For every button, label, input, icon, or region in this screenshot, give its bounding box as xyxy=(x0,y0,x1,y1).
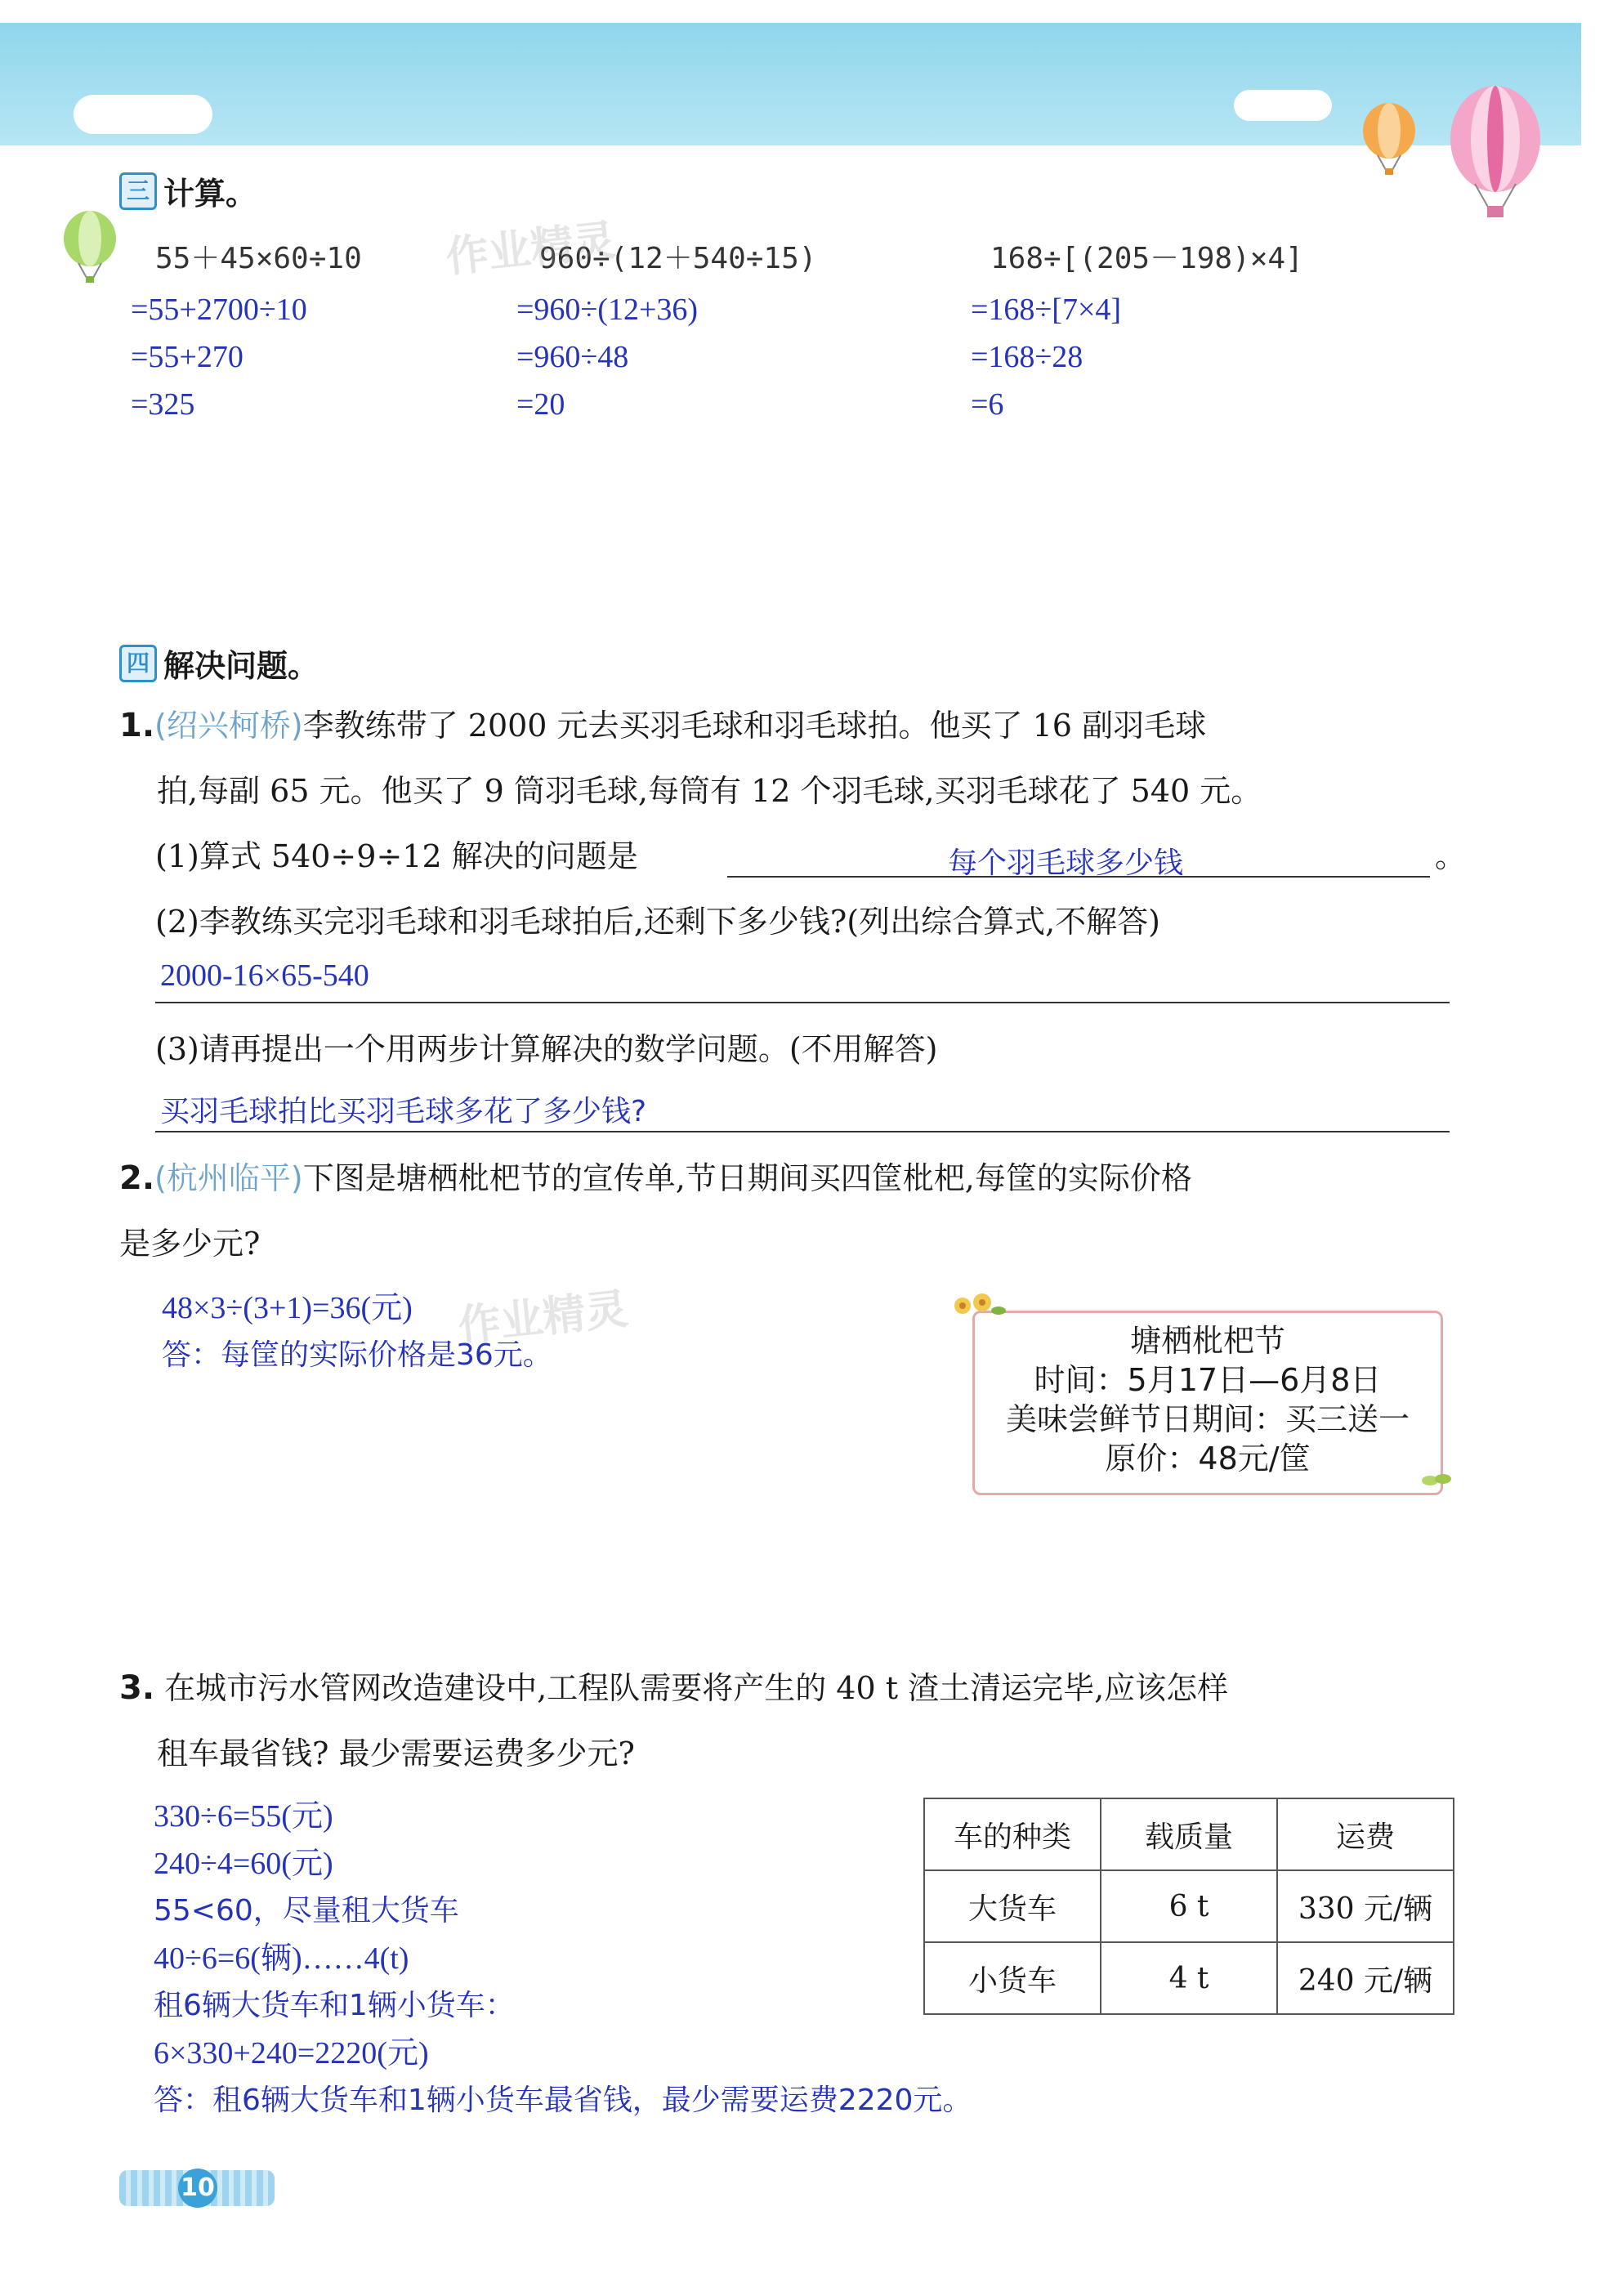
poster-offer: 美味尝鲜节日期间：买三送一 xyxy=(1005,1401,1410,1437)
page-number: 10 xyxy=(178,2169,217,2208)
calc-problem-3: 168÷[(205－198)×4] xyxy=(990,242,1303,275)
q2-answer xyxy=(162,1284,552,1379)
calc-step: =960÷(12+36) xyxy=(516,293,699,327)
calc-problem-1: 55＋45×60÷10 xyxy=(155,242,362,275)
q1-part3-label: (3)请再提出一个用两步计算解决的数学问题。(不用解答) xyxy=(155,1031,938,1067)
poster-title: 塘栖枇杷节 xyxy=(1129,1323,1285,1359)
q3-solution xyxy=(154,1793,972,2124)
watermark: 作业精灵 xyxy=(444,216,619,283)
question-text: 租车最省钱? 最少需要运费多少元? xyxy=(157,1735,635,1771)
calc-steps-3 xyxy=(971,286,1121,428)
section-title-calc xyxy=(119,168,257,213)
q1-part3-answer: 买羽毛球拍比买羽毛球多花了多少钱? xyxy=(160,1095,647,1128)
question-1 xyxy=(119,693,1459,824)
question-text: 拍,每副 65 元。他买了 9 筒羽毛球,每筒有 12 个羽毛球,买羽毛球花了 540 元。 xyxy=(157,773,1262,809)
calc-steps-2 xyxy=(516,286,698,428)
q3-step: 租6辆大货车和1辆小货车： xyxy=(154,1989,515,2022)
cloud-icon xyxy=(1234,90,1332,121)
calc-step: =168÷28 xyxy=(971,340,1083,374)
section-badge: 四 xyxy=(119,645,157,682)
calc-problem-2: 960÷(12＋540÷15) xyxy=(539,242,817,275)
balloon-icon xyxy=(1438,82,1553,229)
table-cell: 330 元/辆 xyxy=(1277,1870,1454,1942)
question-number: 3. xyxy=(119,1669,155,1707)
calc-step: =20 xyxy=(516,387,565,422)
flower-icon xyxy=(1420,1467,1453,1492)
section-title: 计算。 xyxy=(163,176,257,212)
promo-poster xyxy=(972,1311,1443,1495)
table-cell: 4 t xyxy=(1101,1942,1277,2014)
question-text: 是多少元? xyxy=(119,1226,261,1262)
table-cell: 6 t xyxy=(1101,1870,1277,1942)
q1-part2-answer: 2000-16×65-540 xyxy=(160,958,369,993)
calc-step: =55+270 xyxy=(131,340,244,374)
section-title-solve xyxy=(119,641,319,686)
question-source: (杭州临平) xyxy=(154,1160,303,1196)
q2-answer-statement: 答：每筐的实际价格是36元。 xyxy=(162,1338,552,1372)
header-banner xyxy=(0,23,1581,145)
section-title: 解决问题。 xyxy=(163,648,319,684)
cloud-icon xyxy=(74,95,212,134)
flower-icon xyxy=(951,1289,1008,1322)
q3-step: 55<60，尽量租大货车 xyxy=(154,1894,459,1927)
table-row xyxy=(924,1942,1454,2014)
q1-part1-label: (1)算式 540÷9÷12 解决的问题是 xyxy=(155,838,638,874)
page-number-tag xyxy=(119,2170,275,2206)
table-header: 载质量 xyxy=(1101,1798,1277,1870)
question-2 xyxy=(119,1146,1459,1276)
q3-step: 答：租6辆大货车和1辆小货车最省钱，最少需要运费2220元。 xyxy=(154,2084,972,2117)
question-text: 李教练带了 2000 元去买羽毛球和羽毛球拍。他买了 16 副羽毛球 xyxy=(302,708,1207,744)
question-text: 下图是塘栖枇杷节的宣传单,节日期间买四筐枇杷,每筐的实际价格 xyxy=(302,1160,1192,1196)
poster-date: 时间：5月17日—6月8日 xyxy=(1034,1362,1382,1398)
table-cell: 大货车 xyxy=(924,1870,1101,1942)
balloon-icon xyxy=(57,209,123,291)
balloon-icon xyxy=(1356,101,1422,183)
table-header: 车的种类 xyxy=(924,1798,1101,1870)
table-cell: 240 元/辆 xyxy=(1277,1942,1454,2014)
period: 。 xyxy=(1435,838,1467,874)
q3-step: 6×330+240=2220(元) xyxy=(154,2036,429,2070)
q1-part2-answer-line[interactable] xyxy=(155,956,1450,1003)
calc-step: =325 xyxy=(131,387,195,422)
table-header-row xyxy=(924,1798,1454,1870)
table-header: 运费 xyxy=(1277,1798,1454,1870)
question-text: 在城市污水管网改造建设中,工程队需要将产生的 40 t 渣土清运完毕,应该怎样 xyxy=(164,1670,1229,1706)
q1-part3-answer-line[interactable] xyxy=(155,1085,1450,1132)
q3-step: 330÷6=55(元) xyxy=(154,1799,333,1834)
watermark: 作业精灵 xyxy=(456,1284,631,1351)
calc-step: =6 xyxy=(971,387,1004,422)
q1-part1-answer: 每个羽毛球多少钱 xyxy=(948,846,1184,880)
truck-table xyxy=(923,1798,1454,2015)
q3-step: 240÷4=60(元) xyxy=(154,1847,333,1881)
calc-steps-1 xyxy=(131,286,307,428)
question-number: 2. xyxy=(119,1159,155,1197)
q3-step: 40÷6=6(辆)……4(t) xyxy=(154,1941,409,1976)
question-3 xyxy=(119,1655,1459,1786)
table-cell: 小货车 xyxy=(924,1942,1101,2014)
section-badge: 三 xyxy=(119,172,157,210)
table-row xyxy=(924,1870,1454,1942)
poster-price: 原价：48元/筐 xyxy=(1105,1441,1311,1476)
q2-answer-equation: 48×3÷(3+1)=36(元) xyxy=(162,1291,413,1325)
q1-part2-label: (2)李教练买完羽毛球和羽毛球拍后,还剩下多少钱?(列出综合算式,不解答) xyxy=(155,904,1161,940)
calc-step: =960÷48 xyxy=(516,340,629,374)
question-number: 1. xyxy=(119,707,155,744)
question-source: (绍兴柯桥) xyxy=(154,708,303,744)
calc-step: =168÷[7×4] xyxy=(971,293,1122,327)
calc-step: =55+2700÷10 xyxy=(131,293,307,327)
q1-part1-answer-line[interactable] xyxy=(727,840,1430,878)
